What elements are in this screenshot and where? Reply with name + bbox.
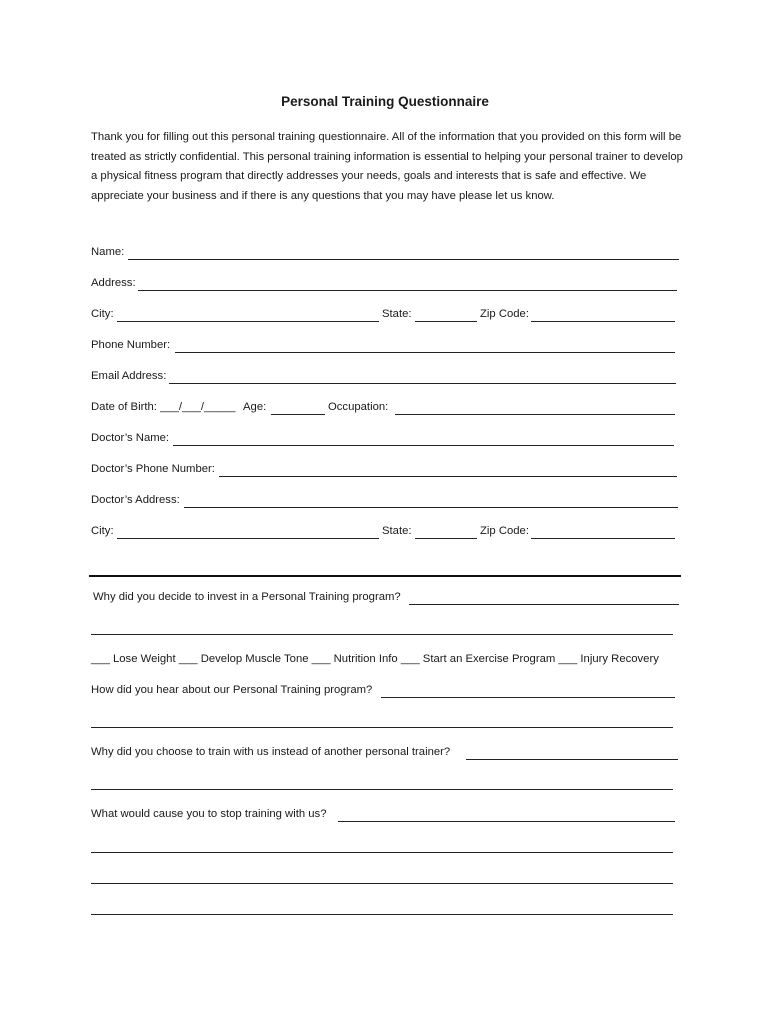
city-label: City: <box>91 308 114 320</box>
age-label: Age: <box>243 401 267 413</box>
city-field[interactable] <box>117 321 379 322</box>
doctor-state-field[interactable] <box>415 538 477 539</box>
doctor-phone-field[interactable] <box>219 476 677 477</box>
name-label: Name: <box>91 246 125 258</box>
occupation-label: Occupation: <box>328 401 389 413</box>
why-invest-row <box>93 591 683 607</box>
doctor-city-field[interactable] <box>117 538 379 539</box>
how-hear-label: How did you hear about our Personal Training program? <box>91 684 373 696</box>
address-row <box>91 277 681 293</box>
state-label: State: <box>382 308 412 320</box>
doctor-city-label: City: <box>91 525 114 537</box>
goals-row <box>91 653 681 669</box>
doctor-name-label: Doctor’s Name: <box>91 432 170 444</box>
doctor-name-field[interactable] <box>173 445 674 446</box>
why-choose-row <box>91 746 681 762</box>
doctor-phone-label: Doctor’s Phone Number: <box>91 463 215 475</box>
intro-paragraph: Thank you for filling out this personal training questionnaire. All of the information that you provided on this form will be treated as strictly confidential. This personal training information is essential to helping your personal trainer to develop a physical fitness program that directly addresses your needs, goals and interests that is safe and effective. We appreciate your business and if there is any questions that you may have please let us know. <box>91 131 683 202</box>
why-choose-field[interactable] <box>466 759 678 760</box>
email-field[interactable] <box>169 383 676 384</box>
phone-field[interactable] <box>175 352 675 353</box>
address-field[interactable] <box>138 290 677 291</box>
doctor-name-row <box>91 432 681 448</box>
occupation-field[interactable] <box>395 414 675 415</box>
doctor-zip-label: Zip Code: <box>480 525 529 537</box>
why-choose-extra-line[interactable] <box>91 789 673 790</box>
page-title: Personal Training Questionnaire <box>281 94 489 109</box>
stop-training-row <box>91 808 681 824</box>
email-row <box>91 370 681 386</box>
section-divider <box>89 575 681 577</box>
doctor-phone-row <box>91 463 681 479</box>
email-label: Email Address: <box>91 370 167 382</box>
zip-field[interactable] <box>531 321 675 322</box>
how-hear-field[interactable] <box>381 697 675 698</box>
stop-training-label: What would cause you to stop training with us? <box>91 808 327 820</box>
how-hear-row <box>91 684 681 700</box>
why-invest-extra-line[interactable] <box>91 634 673 635</box>
dob-label[interactable]: Date of Birth: ___/___/_____ <box>91 401 236 413</box>
name-field[interactable] <box>128 259 679 260</box>
stop-training-field[interactable] <box>338 821 675 822</box>
phone-row <box>91 339 681 355</box>
goals-checklist[interactable]: ___ Lose Weight ___ Develop Muscle Tone ___ Nutrition Info ___ Start an Exercise Program ___ Injury Recovery <box>91 653 659 665</box>
doctor-zip-field[interactable] <box>531 538 675 539</box>
age-field[interactable] <box>271 414 325 415</box>
city-row <box>91 308 681 324</box>
address-label: Address: <box>91 277 136 289</box>
stop-training-extra-line-2[interactable] <box>91 883 673 884</box>
doctor-address-field[interactable] <box>184 507 678 508</box>
why-invest-label: Why did you decide to invest in a Personal Training program? <box>93 591 401 603</box>
doctor-address-label: Doctor’s Address: <box>91 494 180 506</box>
why-choose-label: Why did you choose to train with us instead of another personal trainer? <box>91 746 451 758</box>
zip-label: Zip Code: <box>480 308 529 320</box>
dob-row <box>91 401 681 417</box>
phone-label: Phone Number: <box>91 339 171 351</box>
stop-training-extra-line-3[interactable] <box>91 914 673 915</box>
state-field[interactable] <box>415 321 477 322</box>
name-row <box>91 246 681 262</box>
how-hear-extra-line[interactable] <box>91 727 673 728</box>
doctor-address-row <box>91 494 681 510</box>
doctor-city-row <box>91 525 681 541</box>
stop-training-extra-line-1[interactable] <box>91 852 673 853</box>
why-invest-field[interactable] <box>409 604 679 605</box>
doctor-state-label: State: <box>382 525 412 537</box>
